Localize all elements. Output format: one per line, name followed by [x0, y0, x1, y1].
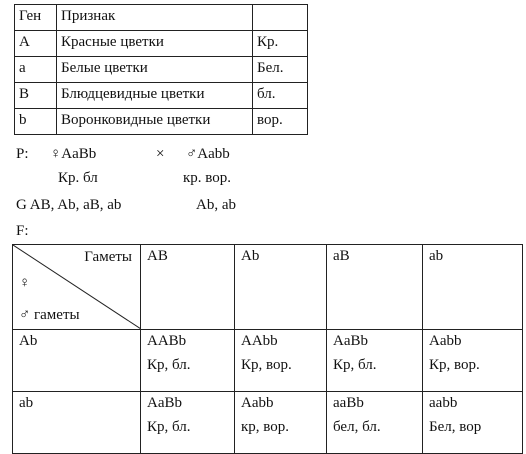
column-gamete: ab	[423, 245, 523, 330]
gametes-line: G AB, Ab, aB, ab	[16, 197, 122, 213]
gene-table	[14, 4, 308, 135]
female-symbol-icon: ♀	[19, 275, 31, 291]
gene-abbrev: вор.	[253, 109, 308, 135]
cell-genotype: aabb	[429, 395, 458, 411]
punnett-cell	[327, 330, 423, 392]
cell-phenotype: кр, вор.	[241, 419, 290, 435]
punnett-cell	[141, 330, 235, 392]
gene-abbrev: бл.	[253, 83, 308, 109]
cell-genotype: AAbb	[241, 333, 278, 349]
cross-sign: ×	[156, 146, 165, 162]
column-gamete: Ab	[235, 245, 327, 330]
header-gene: Ген	[15, 5, 57, 31]
punnett-header-row	[13, 245, 523, 330]
corner-gametes-label: Гаметы	[84, 249, 132, 265]
offspring-label: F:	[16, 223, 29, 239]
punnett-row	[13, 392, 523, 454]
cell-genotype: aaBb	[333, 395, 364, 411]
cell-genotype: Aabb	[429, 333, 462, 349]
cell-phenotype: Кр, вор.	[241, 357, 292, 373]
cell-genotype: AaBb	[147, 395, 182, 411]
cell-phenotype: Кр, бл.	[333, 357, 377, 373]
female-parent-phenotype: Кр. бл	[58, 170, 98, 186]
gene-trait: Блюдцевидные цветки	[57, 83, 253, 109]
row-gamete: Ab	[13, 330, 141, 392]
male-parent-phenotype: кр. вор.	[183, 170, 232, 186]
cell-genotype: AABb	[147, 333, 187, 349]
cell-genotype: Aabb	[241, 395, 274, 411]
male-parent-genotype: ♂Aabb	[186, 146, 230, 162]
male-gametes: Ab, ab	[196, 197, 236, 213]
column-gamete: aB	[327, 245, 423, 330]
gene-row	[15, 83, 308, 109]
parents-label: P:	[16, 146, 29, 162]
punnett-cell	[423, 330, 523, 392]
gene-trait: Красные цветки	[57, 31, 253, 57]
punnett-corner	[13, 245, 141, 330]
punnett-cell	[327, 392, 423, 454]
cell-phenotype: Кр, бл.	[147, 357, 191, 373]
cell-phenotype: Кр, бл.	[147, 419, 191, 435]
gene-symbol: b	[15, 109, 57, 135]
gene-abbrev: Кр.	[253, 31, 308, 57]
punnett-cell	[423, 392, 523, 454]
punnett-cell	[235, 330, 327, 392]
gene-table-header	[15, 5, 308, 31]
row-gamete: ab	[13, 392, 141, 454]
cell-phenotype: Кр, вор.	[429, 357, 480, 373]
gene-abbrev: Бел.	[253, 57, 308, 83]
header-abbrev	[253, 5, 308, 31]
gene-symbol: B	[15, 83, 57, 109]
gene-symbol: A	[15, 31, 57, 57]
corner-male-gametes-label: ♂ гаметы	[19, 307, 80, 323]
cell-genotype: AaBb	[333, 333, 368, 349]
cell-phenotype: Бел, вор	[429, 419, 482, 435]
female-parent-genotype: ♀AaBb	[50, 146, 97, 162]
column-gamete: AB	[141, 245, 235, 330]
punnett-square	[12, 244, 523, 454]
punnett-cell	[235, 392, 327, 454]
gene-symbol: a	[15, 57, 57, 83]
gene-trait: Воронковидные цветки	[57, 109, 253, 135]
gene-row	[15, 57, 308, 83]
gene-trait: Белые цветки	[57, 57, 253, 83]
gene-row	[15, 109, 308, 135]
punnett-cell	[141, 392, 235, 454]
punnett-row	[13, 330, 523, 392]
cell-phenotype: бел, бл.	[333, 419, 381, 435]
header-trait: Признак	[57, 5, 253, 31]
gene-row	[15, 31, 308, 57]
